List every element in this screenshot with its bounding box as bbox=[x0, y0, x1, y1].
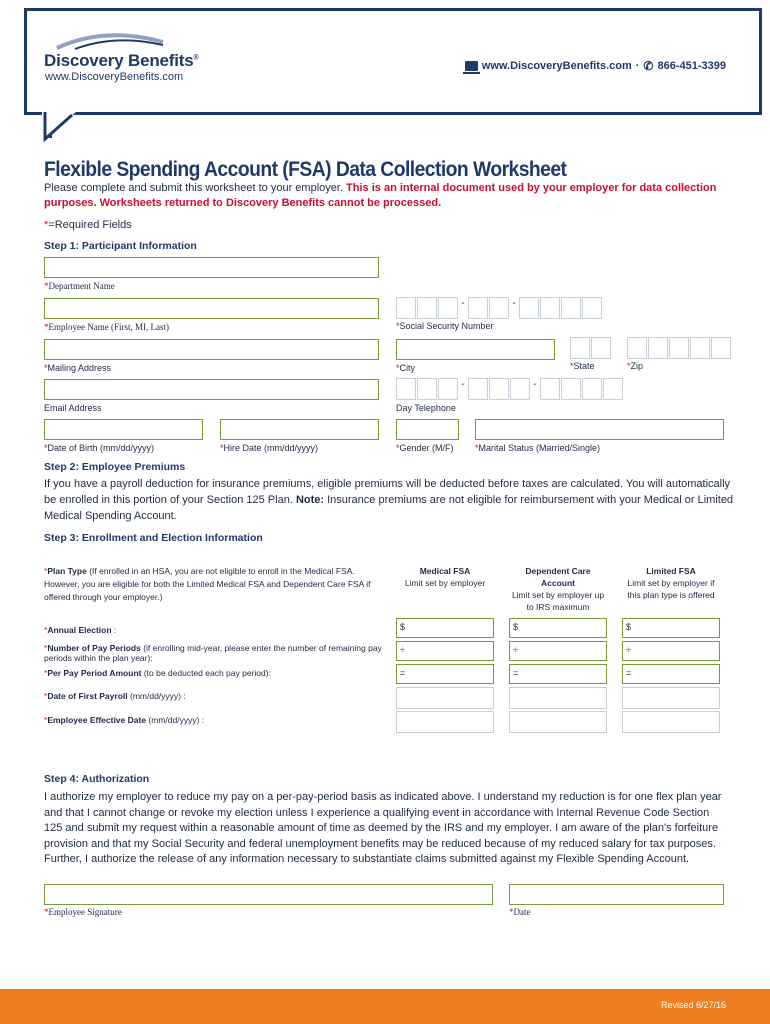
plan-type-label: *Plan Type (If enrolled in an HSA, you are not eligible to enroll in the Medical FSA. However, you are eligible for both the Limited Medical FSA and Dependent Care FSA if offered through your employer.) bbox=[44, 566, 371, 602]
hire-date-label: *Hire Date (mm/dd/yyyy) bbox=[220, 443, 319, 453]
required-note: *=Required Fields bbox=[44, 219, 132, 231]
marital-status-field[interactable] bbox=[475, 419, 724, 440]
signature-field[interactable] bbox=[44, 884, 493, 905]
step2-text: If you have a payroll deduction for insurance premiums, eligible premiums will be deducted before taxes are calculated. You will automatically be enrolled in this portion of your Section 125 Plan. Note: Insurance premiums are not eligible for reimbursement with your Medical or Limited Medical Spending Account. bbox=[44, 478, 734, 522]
marital-status-label: *Marital Status (Married/Single) bbox=[475, 443, 601, 453]
page-title: Flexible Spending Account (FSA) Data Collection Worksheet bbox=[44, 158, 567, 181]
limited-first-payroll-field[interactable] bbox=[622, 687, 720, 709]
medical-per-period-field[interactable]: = bbox=[396, 664, 494, 684]
day-telephone-label: Day Telephone bbox=[396, 403, 456, 413]
medical-first-payroll-field[interactable] bbox=[396, 687, 494, 709]
hire-date-field[interactable] bbox=[220, 419, 379, 440]
department-label: *Department Name bbox=[44, 281, 115, 291]
state-field[interactable] bbox=[570, 337, 612, 359]
dob-label: *Date of Birth (mm/dd/yyyy) bbox=[44, 443, 155, 453]
limited-annual-field[interactable]: $ bbox=[622, 618, 720, 638]
gender-label: *Gender (M/F) bbox=[396, 443, 454, 453]
footer-bar bbox=[0, 989, 770, 1024]
zip-field[interactable] bbox=[627, 337, 732, 359]
contact-separator: · bbox=[635, 60, 640, 72]
logo-url: www.DiscoveryBenefits.com bbox=[45, 71, 184, 83]
authorization-text: I authorize my employer to reduce my pay on a per-pay-period basis as indicated above. I understand my reduction is for one flex plan year and that I cannot change or revoke my election unless I experience a qualifying event in accordance with Internal Revenue Code Section 125 and submit my request within a reasonable amount of time as deemed by the IRS and my employer. I am aware of the plan's forfeiture provision and that my Social Security and federal unemployment benefits may be reduced because of my reduced salary for tax purposes. Further, I authorize the release of any information necessary to substantiate claims submitted against my Flexible Spending Account. bbox=[44, 791, 722, 865]
employee-name-label: *Employee Name (First, MI, Last) bbox=[44, 322, 169, 332]
date-field[interactable] bbox=[509, 884, 724, 905]
effective-date-label: *Employee Effective Date (mm/dd/yyyy) : bbox=[44, 715, 205, 725]
limited-pay-periods-field[interactable]: ÷ bbox=[622, 641, 720, 661]
ssn-field[interactable]: - - bbox=[396, 297, 603, 319]
day-telephone-field[interactable]: - - bbox=[396, 378, 624, 400]
step2-heading: Step 2: Employee Premiums bbox=[44, 461, 186, 473]
employee-name-field[interactable] bbox=[44, 298, 379, 319]
medical-effective-date-field[interactable] bbox=[396, 711, 494, 733]
dependent-effective-date-field[interactable] bbox=[509, 711, 607, 733]
intro-text: Please complete and submit this worksheet to your employer. This is an internal document used by your employer for data collection purposes. Worksheets returned to Discovery Benefits cannot be processed. bbox=[44, 182, 717, 209]
contact-web[interactable]: www.DiscoveryBenefits.com bbox=[481, 60, 632, 72]
email-label: Email Address bbox=[44, 403, 102, 413]
first-payroll-label: *Date of First Payroll (mm/dd/yyyy) : bbox=[44, 691, 186, 701]
dependent-annual-field[interactable]: $ bbox=[509, 618, 607, 638]
logo-arc-icon bbox=[55, 30, 165, 50]
dob-field[interactable] bbox=[44, 419, 203, 440]
col-dependent-care: Dependent Care Account Limit set by employer up to IRS maximum bbox=[511, 566, 605, 612]
step1-heading: Step 1: Participant Information bbox=[44, 240, 197, 252]
col-limited-fsa: Limited FSA Limit set by employer if this plan type is offered bbox=[627, 566, 715, 600]
mailing-address-field[interactable] bbox=[44, 339, 379, 360]
medical-annual-field[interactable]: $ bbox=[396, 618, 494, 638]
city-field[interactable] bbox=[396, 339, 555, 360]
speech-bubble-tail bbox=[42, 112, 76, 142]
contact-phone: 866-451-3399 bbox=[657, 60, 726, 72]
zip-label: *Zip bbox=[627, 361, 644, 371]
gender-field[interactable] bbox=[396, 419, 459, 440]
dependent-first-payroll-field[interactable] bbox=[509, 687, 607, 709]
col-medical-fsa: Medical FSA Limit set by employer bbox=[404, 566, 486, 588]
logo-name: Discovery Benefits® bbox=[44, 51, 199, 70]
step3-heading: Step 3: Enrollment and Election Information bbox=[44, 532, 263, 544]
department-field[interactable] bbox=[44, 257, 379, 278]
city-label: *City bbox=[396, 363, 416, 373]
per-period-label: *Per Pay Period Amount (to be deducted each pay period): bbox=[44, 668, 271, 678]
medical-pay-periods-field[interactable]: ÷ bbox=[396, 641, 494, 661]
dependent-pay-periods-field[interactable]: ÷ bbox=[509, 641, 607, 661]
ssn-label: *Social Security Number bbox=[396, 321, 494, 331]
limited-effective-date-field[interactable] bbox=[622, 711, 720, 733]
state-label: *State bbox=[570, 361, 595, 371]
computer-icon bbox=[465, 61, 478, 71]
limited-per-period-field[interactable]: = bbox=[622, 664, 720, 684]
step4-heading: Step 4: Authorization bbox=[44, 773, 150, 785]
revised-date: Revised 6/27/16 bbox=[660, 1000, 726, 1010]
date-label: *Date bbox=[509, 907, 531, 917]
pay-periods-label: *Number of Pay Periods (if enrolling mid-year, please enter the number of remaining pay periods within the plan year): bbox=[44, 643, 382, 663]
mailing-address-label: *Mailing Address bbox=[44, 363, 112, 373]
email-field[interactable] bbox=[44, 379, 379, 400]
phone-icon: ✆ bbox=[643, 59, 654, 73]
header-contact bbox=[465, 59, 726, 73]
signature-label: *Employee Signature bbox=[44, 907, 122, 917]
dependent-per-period-field[interactable]: = bbox=[509, 664, 607, 684]
annual-election-label: *Annual Election : bbox=[44, 625, 117, 635]
